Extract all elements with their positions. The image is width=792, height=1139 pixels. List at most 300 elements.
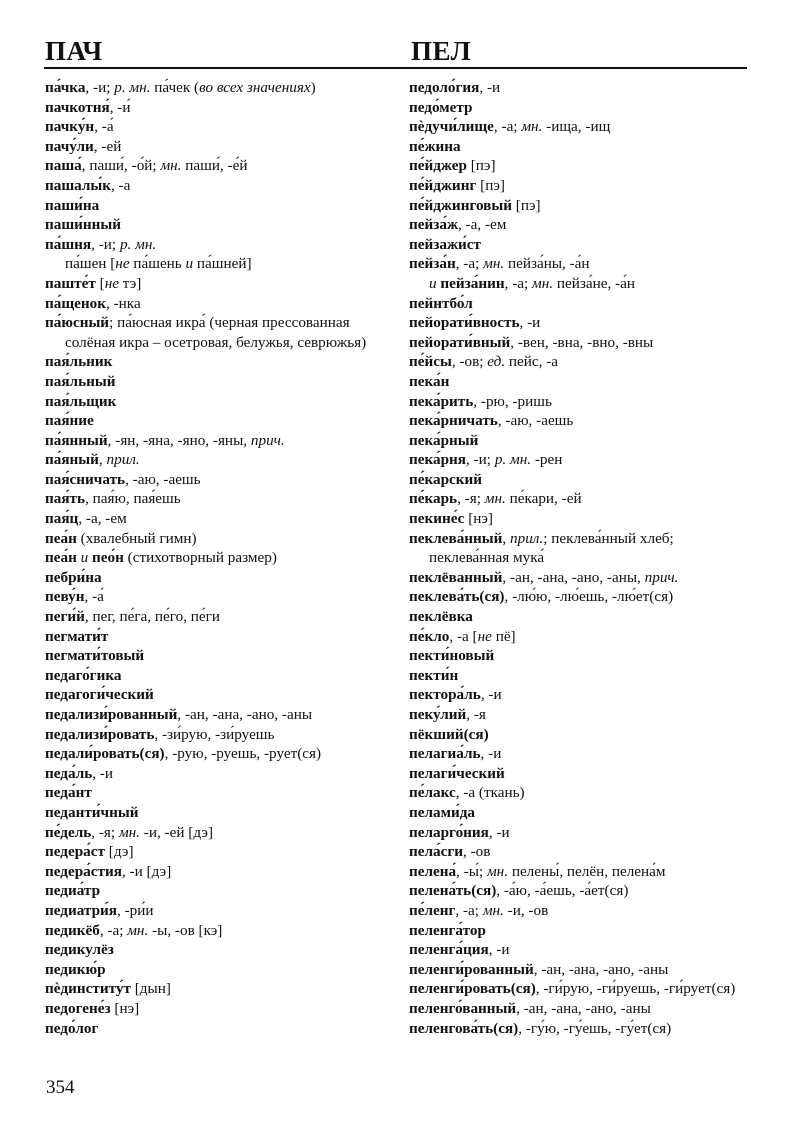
running-header-right: ПЕЛ (411, 36, 472, 66)
dictionary-entry (45, 489, 393, 509)
entry-headword: пейза́н (409, 255, 456, 273)
dictionary-entry (409, 646, 751, 666)
dictionary-entry (409, 313, 751, 333)
entry-text: [пэ] (466, 157, 496, 175)
entry-headword: пека́рня (409, 451, 467, 469)
dictionary-entry (45, 803, 393, 823)
entry-text: пейс, -а (505, 353, 559, 371)
entry-text: , -и; (91, 235, 120, 253)
entry-headword: па́яный (45, 451, 99, 469)
dictionary-entry (45, 842, 393, 862)
entry-headword: пая́льщик (45, 392, 117, 410)
entry-headword: па́щенок (45, 294, 107, 312)
entry-headword: пеларго́ния (409, 823, 489, 841)
entry-text: , -а; (455, 255, 484, 273)
entry-text: , -рю, -ришь (473, 392, 552, 410)
dictionary-entry (409, 529, 751, 568)
entry-headword: пекине́с (409, 510, 465, 528)
entry-text: ; пеклева́нный хлеб; пеклева́нная мука́ (429, 529, 674, 567)
entry-headword: пелагиа́ль (409, 745, 481, 763)
entry-headword: педализи́рованный (45, 706, 178, 723)
dictionary-entry (409, 744, 751, 764)
dictionary-entry (409, 509, 751, 529)
dictionary-entry (45, 646, 393, 666)
dictionary-entry (45, 529, 393, 549)
entry-headword: пека́н (409, 372, 450, 390)
dictionary-entry (409, 431, 751, 451)
entry-text: , -ан, -ана, -ано, -аны (533, 960, 669, 978)
dictionary-entry (409, 979, 751, 999)
dictionary-entry (45, 98, 393, 118)
dictionary-entry (409, 940, 751, 960)
entry-headword: пая́ц (45, 510, 79, 528)
dictionary-entry (409, 568, 751, 588)
dictionary-entry (409, 78, 751, 98)
entry-text: па́шень (129, 255, 186, 273)
entry-italic-note: мн. (118, 823, 140, 841)
dictionary-entry (409, 156, 751, 176)
entry-text: , -и (519, 314, 541, 332)
entry-headword: пая́льный (45, 372, 116, 390)
dictionary-entry (409, 823, 751, 843)
entry-text: , -и (480, 686, 502, 704)
entry-text: , -а; (504, 274, 533, 292)
entry-headword: пе́дель (45, 823, 92, 841)
entry-headword: пекти́новый (409, 647, 495, 665)
entry-headword: пелена́ (409, 862, 457, 880)
dictionary-entry (45, 881, 393, 901)
page-number: 354 (46, 1077, 75, 1098)
entry-italic-note: мн. (127, 921, 149, 939)
dictionary-entry (409, 254, 751, 293)
entry-headword: паши́нный (45, 216, 122, 234)
entry-headword: пегмати́т (45, 627, 109, 645)
entry-headword: пая́сничать (45, 470, 126, 488)
dictionary-entry (45, 215, 393, 235)
dictionary-entry (409, 215, 751, 235)
entry-text: , -и́ (109, 98, 131, 116)
dictionary-entry (45, 294, 393, 314)
entry-headword: пеленги́рованный (409, 960, 534, 978)
entry-headword: пе́лакс (409, 784, 456, 802)
dictionary-entry (45, 1019, 393, 1039)
entry-headword: паште́т (45, 274, 96, 292)
entry-headword: пеги́й (45, 608, 85, 626)
dictionary-entry (409, 450, 751, 470)
entry-headword: па́шня (45, 235, 92, 253)
entry-text: -и, -ов (503, 901, 549, 919)
entry-text: пейза́ны, -а́н (504, 255, 590, 273)
entry-text: , пая́ю, пая́ешь (85, 490, 181, 508)
dictionary-entry (409, 960, 751, 980)
entry-text: ) (310, 79, 316, 96)
entry-text: , -а (111, 176, 131, 194)
entry-headword: педализи́ровать (45, 725, 155, 743)
dictionary-entry (409, 607, 751, 627)
entry-headword: пе́кло (409, 627, 450, 645)
dictionary-entry (45, 568, 393, 588)
entry-headword: педо́метр (409, 98, 473, 116)
entry-text: , (502, 529, 511, 547)
entry-italic-note: прич. (250, 431, 285, 449)
entry-text: , -и [дэ] (121, 862, 172, 880)
entry-text: , -ги́рую, -ги́руешь, -ги́рует(ся) (535, 980, 736, 998)
entry-text: [нэ] (464, 510, 493, 528)
dictionary-entry (45, 666, 393, 686)
dictionary-entry (45, 764, 393, 784)
dictionary-entry (45, 431, 393, 451)
dictionary-entry (409, 333, 751, 353)
entry-headword: педогене́з (45, 999, 111, 1017)
dictionary-entry (45, 783, 393, 803)
entry-italic-note: прил. (106, 451, 140, 469)
dictionary-entry (45, 450, 393, 470)
entry-italic-note: р. мн. (114, 79, 151, 96)
entry-text: , -а, -ем (78, 510, 127, 528)
entry-headword: пеа́н (45, 549, 77, 567)
entry-text: [пэ] (511, 196, 541, 214)
entry-headword: педиа́тр (45, 882, 101, 900)
entry-text: , -а; (99, 921, 128, 939)
entry-text: , -рую, -руешь, -рует(ся) (164, 745, 322, 763)
dictionary-entry (409, 392, 751, 412)
entry-headword: пейорати́вный (409, 333, 511, 351)
entry-text: па́чек ( (150, 79, 200, 96)
dictionary-entry (409, 764, 751, 784)
entry-text: , -а́ (84, 588, 104, 606)
entry-headword: пека́рничать (409, 412, 498, 430)
entry-text: , -ан, -ана, -ано, -аны (516, 999, 651, 1017)
entry-headword: пейза́нин (440, 274, 505, 292)
entry-text: , -ан, -ана, -ано, -аны, (502, 568, 645, 586)
entry-text: [дэ] (104, 843, 134, 861)
entry-text: , -ри́и (117, 901, 154, 919)
entry-headword: паши́на (45, 196, 100, 214)
entry-text: , -и (479, 79, 501, 96)
entry-italic-note: прич. (644, 568, 679, 586)
entry-headword: пеку́лий (409, 706, 467, 723)
entry-italic-note: мн. (160, 157, 182, 175)
entry-text: , -и (92, 764, 114, 782)
entry-headword: па́чка (45, 79, 86, 96)
entry-text: , -и (488, 823, 510, 841)
dictionary-entry (409, 783, 751, 803)
entry-headword: пелами́да (409, 803, 475, 821)
entry-text: [ (95, 274, 105, 292)
dictionary-entry (45, 411, 393, 431)
entry-text: , -и; (466, 451, 495, 469)
entry-headword: пая́ние (45, 412, 94, 430)
entry-headword: пе́йджер (409, 157, 467, 175)
dictionary-entry (409, 98, 751, 118)
dictionary-entry (409, 294, 751, 314)
entry-headword: пебри́на (45, 568, 102, 586)
dictionary-entry (45, 274, 393, 294)
entry-headword: пеленгова́ть(ся) (409, 1019, 519, 1037)
dictionary-entry (409, 803, 751, 823)
entry-headword: педаго́гика (45, 666, 122, 684)
entry-headword: педера́ст (45, 843, 105, 861)
entry-text: пё] (491, 627, 516, 645)
right-column (409, 78, 751, 1038)
entry-text: пелены́, пелён, пелена́м (508, 862, 666, 880)
entry-text: -рен (531, 451, 563, 469)
dictionary-entry (409, 196, 751, 216)
dictionary-entry (409, 862, 751, 882)
dictionary-entry (45, 372, 393, 392)
entry-headword: пеклева́ть(ся) (409, 588, 505, 606)
entry-text: (стихотворный размер) (123, 549, 277, 567)
entry-italic-note: и (76, 549, 93, 567)
entry-italic-note: мн. (486, 862, 509, 880)
entry-text: , -а́ю, -а́ешь, -а́ет(ся) (496, 882, 629, 900)
entry-headword: пе́карский (409, 470, 483, 488)
entry-headword: пекти́н (409, 666, 459, 684)
dictionary-entry (409, 705, 751, 725)
entry-text: , -зи́рую, -зи́руешь (154, 725, 275, 743)
entry-text: пейза́не, -а́н (553, 274, 635, 292)
entry-italic-note: не (115, 255, 130, 273)
entry-text: [нэ] (110, 999, 140, 1017)
entry-text: , -а́ (94, 118, 114, 136)
entry-text: , -лю́ю, -лю́ешь, -лю́ет(ся) (504, 588, 674, 606)
dictionary-entry (409, 685, 751, 705)
dictionary-entry (45, 607, 393, 627)
entry-headword: пейнтбо́л (409, 294, 473, 312)
entry-headword: певу́н (45, 588, 85, 606)
entry-headword: пачу́ли (45, 137, 94, 155)
dictionary-entry (409, 1019, 751, 1039)
dictionary-entry (409, 627, 751, 647)
dictionary-entry (409, 372, 751, 392)
dictionary-entry (45, 137, 393, 157)
dictionary-entry (409, 725, 751, 745)
entry-text: , -ян, -яна, -яно, -яны, (107, 431, 251, 449)
entry-headword: пека́рный (409, 431, 479, 449)
dictionary-entry (45, 979, 393, 999)
dictionary-entry (45, 196, 393, 216)
dictionary-entry (409, 117, 751, 137)
dictionary-entry (45, 921, 393, 941)
entry-text: , -ов (463, 843, 491, 861)
entry-headword: педера́стия (45, 862, 122, 880)
entry-headword: пеклева́нный (409, 529, 503, 547)
entry-text: , -а; (493, 118, 522, 136)
entry-headword: педиатри́я (45, 901, 117, 919)
entry-headword: пелена́ть(ся) (409, 882, 497, 900)
entry-headword: педагоги́ческий (45, 686, 154, 704)
dictionary-entry (45, 235, 393, 274)
entry-text: па́шен [ (65, 255, 116, 273)
entry-text: , -а (ткань) (455, 784, 525, 802)
entry-italic-note: прил. (510, 529, 544, 547)
entry-headword: педа́нт (45, 784, 92, 802)
entry-headword: пёкший(ся) (409, 725, 489, 743)
entry-headword: пеленга́тор (409, 921, 486, 939)
entry-text: [пэ] (476, 176, 505, 194)
entry-text: , паши́, -о́й; (81, 157, 161, 175)
dictionary-entry (45, 313, 393, 352)
entry-italic-note: во всех значениях (199, 79, 311, 96)
entry-headword: пейзажи́ст (409, 235, 481, 253)
entry-text: , -а [ (449, 627, 478, 645)
entry-headword: пелаги́ческий (409, 764, 505, 782)
entry-italic-note: мн. (484, 490, 506, 508)
entry-headword: педикю́р (45, 960, 106, 978)
entry-headword: пачкотня́ (45, 98, 110, 116)
dictionary-entry (45, 587, 393, 607)
entry-headword: пеа́н (45, 529, 77, 547)
entry-headword: пе́йджинг (409, 176, 477, 194)
entry-text: -ища, -ищ (542, 118, 611, 136)
entry-text: , -гу́ю, -гу́ешь, -гу́ет(ся) (518, 1019, 672, 1037)
dictionary-entry (45, 705, 393, 725)
entry-text: ; па́юсная икра́ (черная прессованная солёная икра – осетровая, белужья, севрюжья) (65, 314, 367, 351)
entry-text: , (98, 451, 107, 469)
entry-headword: педо́лог (45, 1019, 99, 1037)
dictionary-entry (409, 587, 751, 607)
entry-headword: пѐдучи́лище (409, 118, 494, 136)
entry-headword: пео́н (92, 549, 124, 567)
entry-headword: пачку́н (45, 118, 95, 136)
dictionary-entry (409, 901, 751, 921)
entry-italic-note: р. мн. (119, 235, 157, 253)
dictionary-entry (45, 156, 393, 176)
dictionary-entry (409, 666, 751, 686)
entry-text: пе́кари, -ей (505, 490, 582, 508)
dictionary-entry (409, 235, 751, 255)
entry-headword: пая́ть (45, 490, 86, 508)
dictionary-entry (45, 78, 393, 98)
dictionary-entry (409, 411, 751, 431)
dictionary-entry (45, 823, 393, 843)
entry-text: , -я; (91, 823, 119, 841)
entry-text: тэ] (118, 274, 142, 292)
dictionary-entry (45, 509, 393, 529)
entry-text: (хвалебный гимн) (76, 529, 197, 547)
dictionary-entry (409, 470, 751, 490)
dictionary-entry (409, 881, 751, 901)
dictionary-entry (45, 352, 393, 372)
dictionary-entry (45, 901, 393, 921)
entry-headword: пека́рить (409, 392, 474, 410)
entry-text: -и, -ей [дэ] (139, 823, 214, 841)
header-rule (44, 67, 747, 69)
entry-text: , пег, пе́га, пе́го, пе́ги (84, 608, 221, 626)
entry-text: , -а; (455, 901, 483, 919)
dictionary-entry (45, 725, 393, 745)
entry-headword: педикёб (45, 921, 100, 939)
entry-text: , -и (488, 941, 510, 959)
dictionary-entry (45, 862, 393, 882)
entry-text: , -аю, -аешь (125, 470, 201, 488)
entry-headword: педа́ль (45, 764, 93, 782)
entry-headword: па́юсный (45, 314, 110, 332)
dictionary-entry (45, 999, 393, 1019)
entry-text: , -вен, -вна, -вно, -вны (510, 333, 654, 351)
entry-headword: пе́карь (409, 490, 458, 508)
dictionary-entry (409, 489, 751, 509)
entry-headword: пеклёванный (409, 568, 503, 586)
entry-text: , -я; (457, 490, 485, 508)
entry-headword: пегмати́товый (45, 647, 145, 665)
entry-italic-note: не (104, 274, 119, 292)
dictionary-entry (409, 176, 751, 196)
entry-headword: пѐдинститу́т (45, 980, 131, 998)
entry-headword: пашалы́к (45, 176, 112, 194)
dictionary-entry (409, 999, 751, 1019)
entry-text: паши́, -е́й (181, 157, 248, 175)
entry-text: па́шней] (193, 255, 252, 273)
entry-headword: па́янный (45, 431, 108, 449)
entry-headword: пе́йсы (409, 353, 452, 371)
entry-headword: паша́ (45, 157, 82, 175)
dictionary-entry (409, 921, 751, 941)
entry-headword: педикулёз (45, 941, 114, 959)
dictionary-entry (409, 137, 751, 157)
entry-italic-note: мн. (521, 118, 543, 136)
dictionary-entry (45, 960, 393, 980)
entry-headword: пеленго́ванный (409, 999, 517, 1017)
dictionary-entry (45, 470, 393, 490)
entry-text: , -нка (106, 294, 141, 312)
dictionary-entry (45, 392, 393, 412)
entry-text: , -и; (85, 79, 115, 96)
entry-italic-note: мн. (482, 901, 504, 919)
entry-italic-note: мн. (532, 274, 554, 292)
entry-headword: пе́жина (409, 137, 461, 155)
entry-headword: пейорати́вность (409, 314, 520, 332)
dictionary-entry (45, 548, 393, 568)
entry-headword: пектора́ль (409, 686, 481, 704)
entry-text: , -я (466, 706, 486, 723)
entry-text: , -ей (93, 137, 122, 155)
entry-headword: пая́льник (45, 353, 113, 371)
dictionary-entry (409, 842, 751, 862)
entry-headword: педоло́гия (409, 79, 480, 96)
running-header-left: ПАЧ (45, 36, 103, 66)
entry-text: , -ан, -ана, -ано, -аны (177, 706, 313, 723)
entry-text: [дын] (130, 980, 171, 998)
entry-headword: пе́йджинговый (409, 196, 512, 214)
entry-italic-note: мн. (483, 255, 505, 273)
dictionary-entry (45, 176, 393, 196)
dictionary-entry (45, 685, 393, 705)
entry-headword: педанти́чный (45, 803, 139, 821)
entry-text: , -ов; (451, 353, 488, 371)
entry-headword: пеленги́ровать(ся) (409, 980, 536, 998)
left-column (45, 78, 393, 1038)
entry-text: , -ы́; (456, 862, 487, 880)
entry-headword: пейза́ж (409, 216, 458, 234)
entry-headword: пеленга́ция (409, 941, 489, 959)
entry-headword: пела́сги (409, 843, 463, 861)
dictionary-entry (45, 627, 393, 647)
entry-headword: пеклёвка (409, 608, 473, 626)
entry-italic-note: и (429, 274, 441, 292)
dictionary-entry (45, 117, 393, 137)
entry-headword: пе́ленг (409, 901, 456, 919)
entry-text: , -аю, -аешь (497, 412, 574, 430)
entry-text: , -а, -ем (457, 216, 507, 234)
entry-italic-note: р. мн. (494, 451, 532, 469)
dictionary-entry (45, 940, 393, 960)
entry-text: -ы, -ов [кэ] (148, 921, 223, 939)
entry-headword: педали́ровать(ся) (45, 745, 165, 763)
dictionary-entry (409, 352, 751, 372)
entry-text: , -и (480, 745, 502, 763)
entry-italic-note: и (185, 255, 194, 273)
